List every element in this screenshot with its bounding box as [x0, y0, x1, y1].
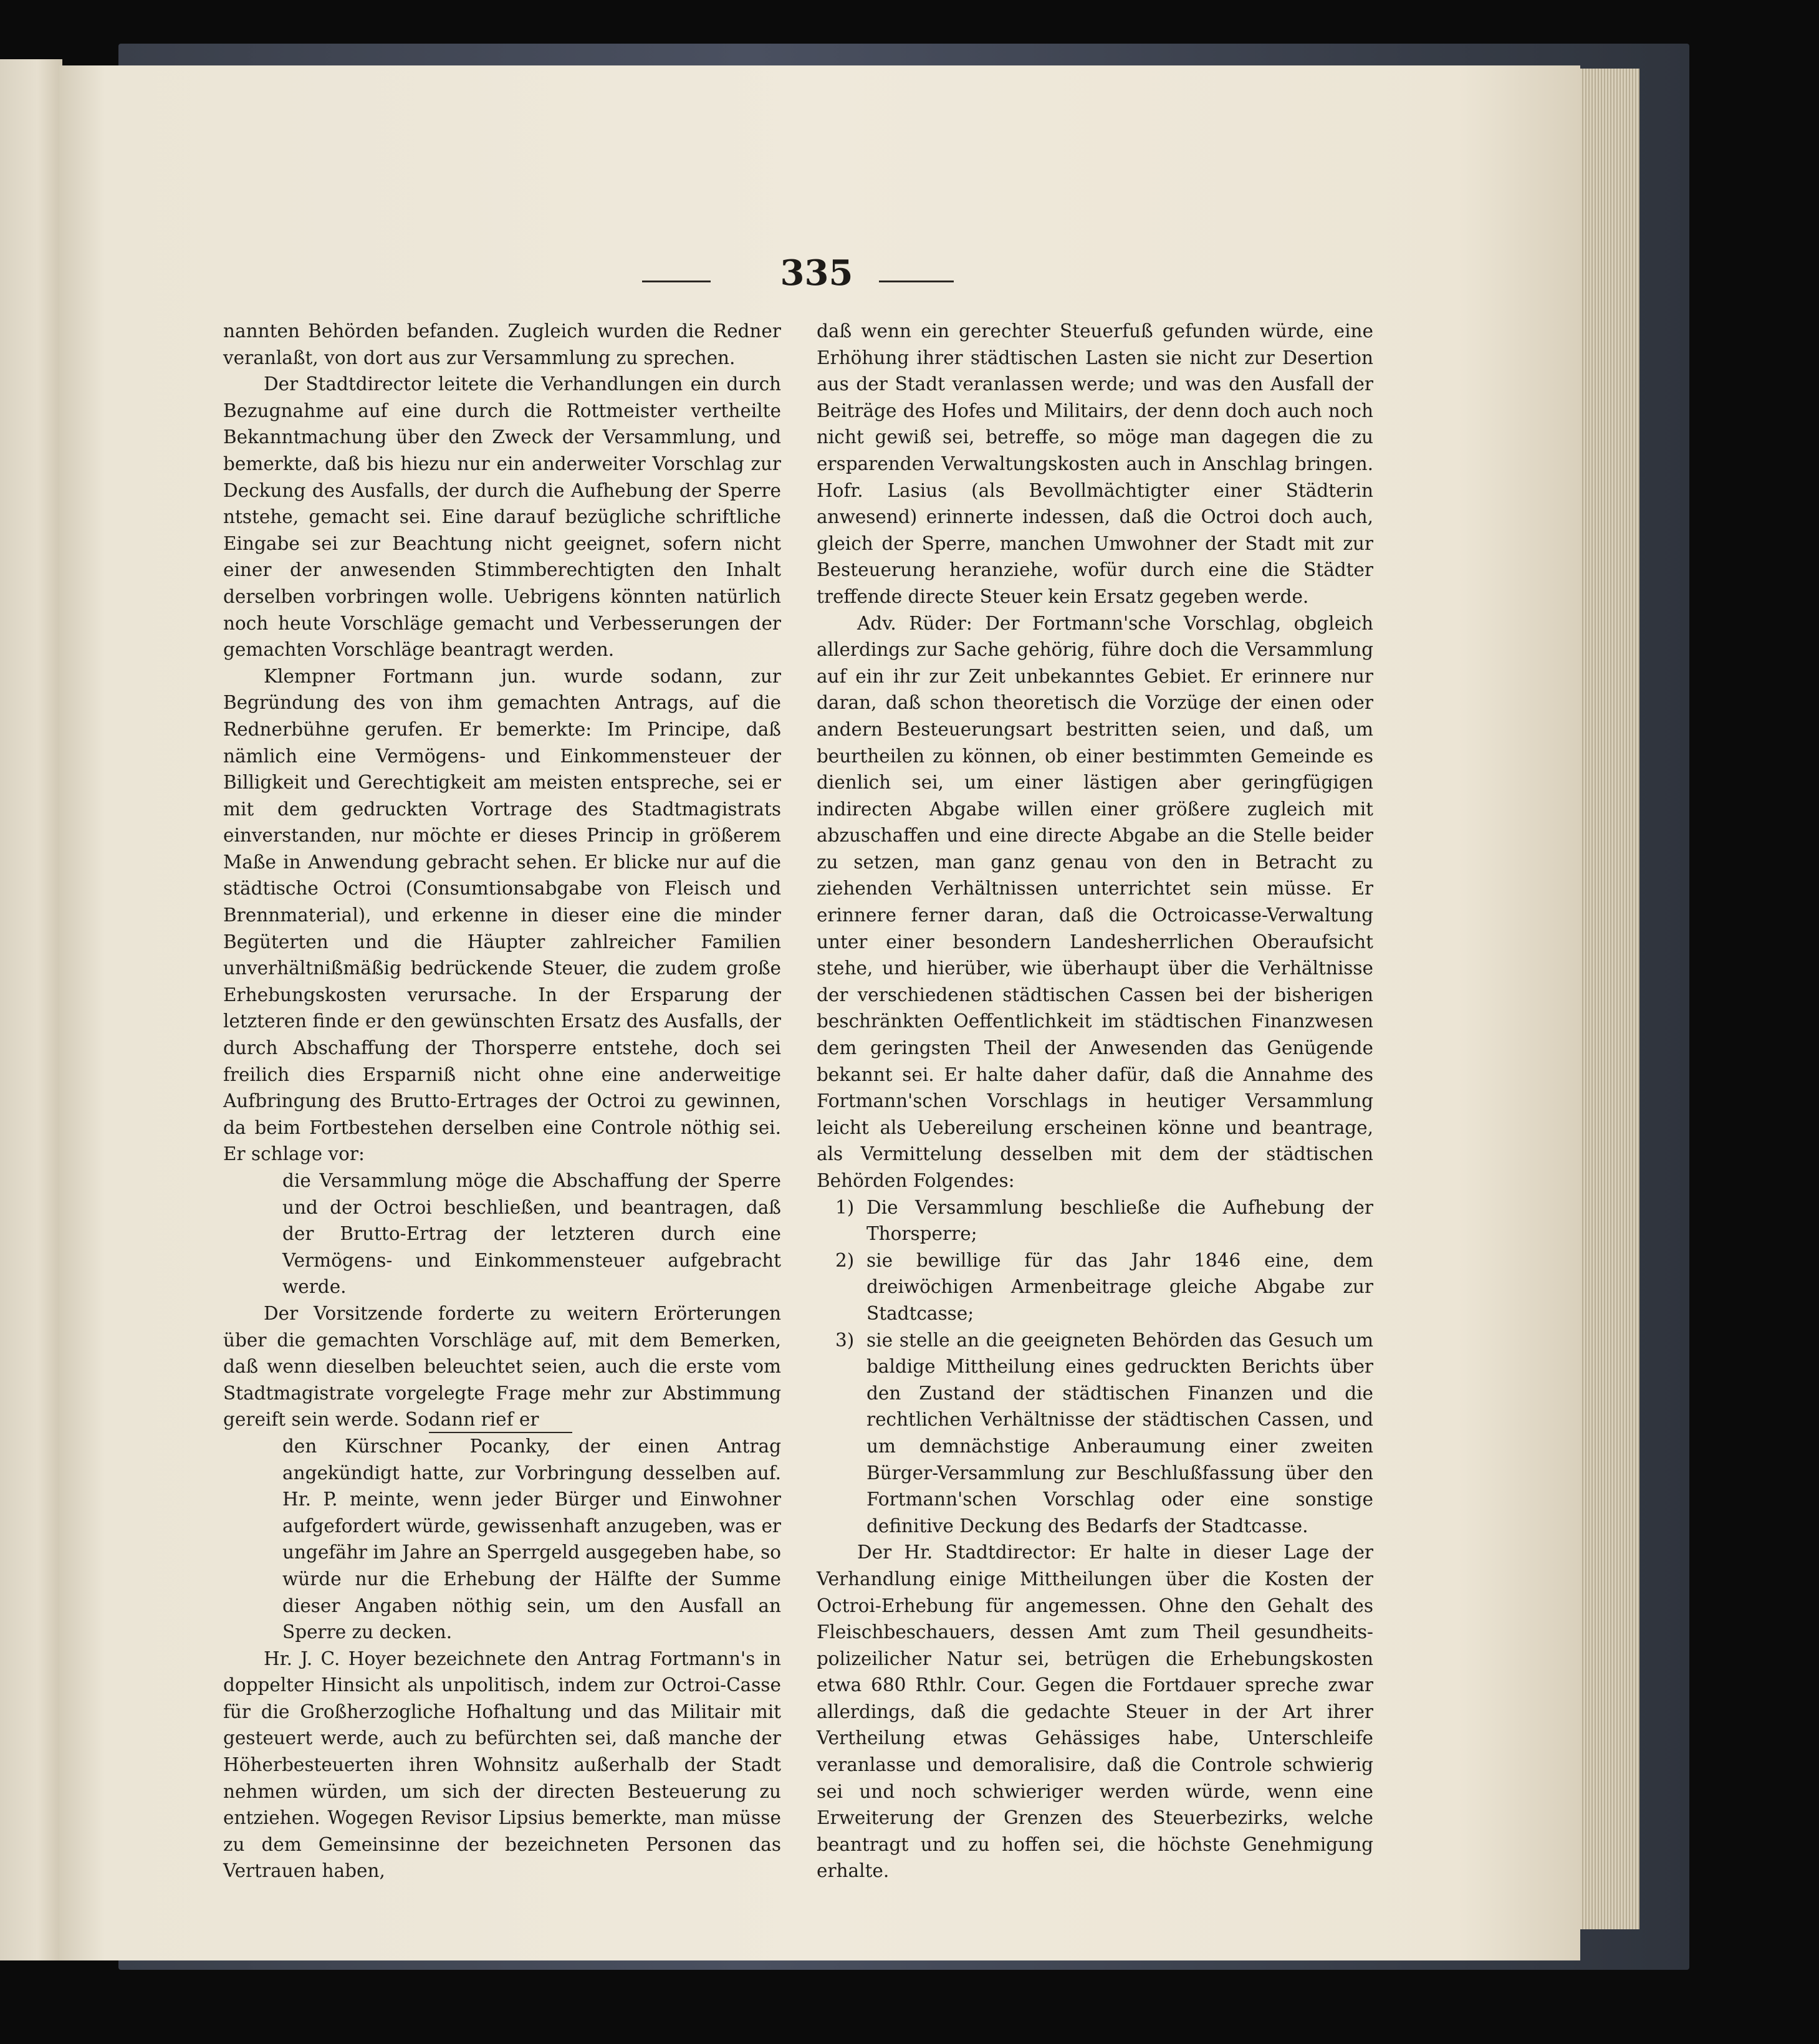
- header-rule-left: [642, 281, 711, 282]
- paragraph: Klempner Fortmann jun. wurde sodann, zur Begründung des von ihm gemachten Antrags, auf die Rednerbühne gerufen. Er bemerkte: Im Principe, daß nämlich eine Vermögens- und Einkommensteuer der Billigkeit und Gerechtigkeit am meisten entspreche, sei er mit dem gedruckten Vortrage des Stadtmagistrats einverstanden, nur möchte er dieses Princip in größerem Maße in Anwendung gebracht sehen. Er blicke nur auf die städtische Octroi (Consumtionsabgabe von Fleisch und Brennmaterial), und erkenne in dieser eine die minder Begüterten und die Häupter zahlreicher Familien unverhältnißmäßig bedrückende Steuer, die zudem große Erhebungskosten verursache. In der Ersparung der letzteren finde er den gewünschten Ersatz des Ausfalls, der durch Abschaffung der Thorsperre entstehe, doch sei freilich dies Ersparniß nicht ohne eine anderweitige Aufbringung des Brutto-Ertrages der Octroi zu gewinnen, da beim Fortbestehen derselben eine Controle nöthig sei. Er schlage vor:: [223, 665, 781, 1165]
- paragraph: Der Hr. Stadtdirector: Er halte in dieser Lage der Verhandlung einige Mittheilungen über die Kosten der Octroi-Erhebung für angemessen. Ohne den Gehalt des Fleischbeschauers, dessen Amt zum Theil gesundheits-polizeilicher Natur sei, betrügen die Erhebungskosten etwa 680 Rthlr. Cour. Gegen die Fortdauer spreche zwar allerdings, daß die gedachte Steuer in der Art ihrer Vertheilung etwas Gehässiges habe, Unterschleife veranlasse und demoralisire, daß die Controle schwierig sei und noch schwieriger werden würde, wenn eine Erweiterung der Grenzen des Steuerbezirks, welche beantragt und zu hoffen sei, die höchste Genehmigung erhalte.: [817, 1542, 1373, 1882]
- list-text: sie stelle an die geeigneten Behörden das Gesuch um baldige Mittheilung eines gedruckten Berichts über den Zustand der städtischen Finanzen und die rechtlichen Verhältnisse der städtischen Cassen, und um demnächstige Anberaumung einer zweiten Bürger-Versammlung zur Beschlußfassung über den Fortmann'schen Vorschlag oder eine sonstige definitive Deckung des Bedarfs der Stadtcasse.: [866, 1329, 1373, 1537]
- right-column: [817, 318, 1373, 1884]
- paragraph: Adv. Rüder: Der Fortmann'sche Vorschlag, obgleich allerdings zur Sache gehörig, führe doch die Versammlung auf ein ihr zur Zeit unbekanntes Gebiet. Er erinnere nur daran, daß schon theoretisch die Vorzüge der einen oder andern Besteuerungsart bestritten seien, und daß, um beurtheilen zu können, ob einer bestimmten Gemeinde es dienlich sei, um einer lästigen aber geringfügigen indirecten Abgabe willen einer größere zugleich mit abzuschaffen und eine directe Abgabe an die Stelle beider zu setzen, man ganz genau von den in Betracht zu ziehenden Verhältnissen unterrichtet sein müsse. Er erinnere ferner daran, daß die Octroicasse-Verwaltung unter einer besondern Landesherrlichen Oberaufsicht stehe, und hierüber, wie überhaupt über die Verhältnisse der verschiedenen städtischen Cassen bei der bisherigen beschränkten Oeffentlichkeit im städtischen Finanzwesen dem geringsten Theil der Anwesenden das Genügende bekannt sei. Er halte daher dafür, daß die Annahme des Fortmann'schen Vorschlags in heutiger Versammlung leicht als Uebereilung erscheinen könne und beantrage, als Vermittelung desselben mit dem der städtischen Behörden Folgendes:: [817, 612, 1373, 1191]
- paragraph: Der Vorsitzende forderte zu weitern Erörterungen über die gemachten Vorschläge auf, mit dem Bemerken, daß wenn dieselben beleuchtet seien, auch die erste vom Stadtmagistrate vorgelegte Frage mehr zur Abstimmung gereift sein werde. Sodann rief er: [223, 1302, 781, 1431]
- list-item: [817, 1327, 1373, 1540]
- list-text: sie bewillige für das Jahr 1846 eine, dem dreiwöchigen Armenbeitrage gleiche Abgabe zur Stadtcasse;: [866, 1249, 1373, 1324]
- page-number: 335: [780, 252, 853, 294]
- paragraph: daß wenn ein gerechter Steuerfuß gefunden würde, eine Erhöhung ihrer städtischen Lasten sie nicht zur Desertion aus der Stadt veranlassen werde; und was den Ausfall der Beiträge des Hofes und Militairs, der denn doch auch noch nicht gewiß sei, betreffe, so möge man dagegen die zu ersparenden Verwaltungskosten auch in Anschlag bringen. Hofr. Lasius (als Bevollmächtigter einer Städterin anwesend) erinnerte indessen, daß die Octroi doch auch, gleich der Sperre, manchen Umwohner der Stadt mit zur Besteuerung heranziehe, wofür durch eine die Städter treffende directe Steuer kein Ersatz gegeben werde.: [817, 320, 1373, 607]
- motion-text: die Versammlung möge die Abschaffung der Sperre und der Octroi beschließen, und beantragen, daß der Brutto-Ertrag der letzteren durch eine Vermögens- und Einkommensteuer aufgebracht werde.: [282, 1170, 781, 1298]
- list-number: 3): [835, 1329, 855, 1351]
- list-number: 1): [835, 1196, 855, 1218]
- facing-page-edge: [0, 59, 62, 1960]
- list-item: [817, 1194, 1373, 1247]
- paragraph: Der Stadtdirector leitete die Verhandlungen ein durch Bezugnahme auf eine durch die Rottmeister vertheilte Bekanntmachung über den Zweck der Versammlung, und bemerkte, daß bis hiezu nur ein anderweiter Vorschlag zur Deckung des Ausfalls, der durch die Aufhebung der Sperre ntstehe, gemacht sei. Eine darauf bezügliche schriftliche Eingabe sei zur Beachtung nicht geeignet, sofern nicht einer der anwesenden Stimmberechtigten den Inhalt derselben vorbringen wolle. Uebrigens könnten natürlich noch heute Vorschläge gemacht und Verbesserungen der gemachten Vorschläge beantragt werden.: [223, 373, 781, 661]
- left-column: [223, 318, 781, 1884]
- header-rule-right: [879, 281, 954, 282]
- paragraph: nannten Behörden befanden. Zugleich wurden die Redner veranlaßt, von dort aus zur Versammlung zu sprechen.: [223, 320, 781, 368]
- paragraph: den Kürschner Pocanky, der einen Antrag angekündigt hatte, zur Vorbringung desselben auf. Hr. P. meinte, wenn jeder Bürger und Einwohner aufgefordert würde, gewissenhaft anzugeben, was er ungefähr im Jahre an Sperrgeld ausgegeben habe, so würde nur die Erhebung der Hälfte der Summe dieser Angaben nöthig sein, um den Ausfall an Sperre zu decken.: [282, 1435, 781, 1643]
- list-item: [817, 1247, 1373, 1327]
- paragraph: Hr. J. C. Hoyer bezeichnete den Antrag Fortmann's in doppelter Hinsicht als unpolitisch, indem zur Octroi-Casse für die Großherzogliche Hofhaltung und das Militair mit gesteuert werde, auch zu befürchten sei, daß manche der Höherbesteuerten ihren Wohnsitz außerhalb der Stadt nehmen würden, um sich der directen Besteuerung zu entziehen. Wogegen Revisor Lipsius bemerkte, man müsse zu dem Gemeinsinne der bezeichneten Personen das Vertrauen haben,: [223, 1648, 781, 1882]
- proposal-list: [817, 1194, 1373, 1540]
- list-text: Die Versammlung beschließe die Aufhebung der Thorsperre;: [866, 1196, 1373, 1245]
- list-number: 2): [835, 1249, 855, 1271]
